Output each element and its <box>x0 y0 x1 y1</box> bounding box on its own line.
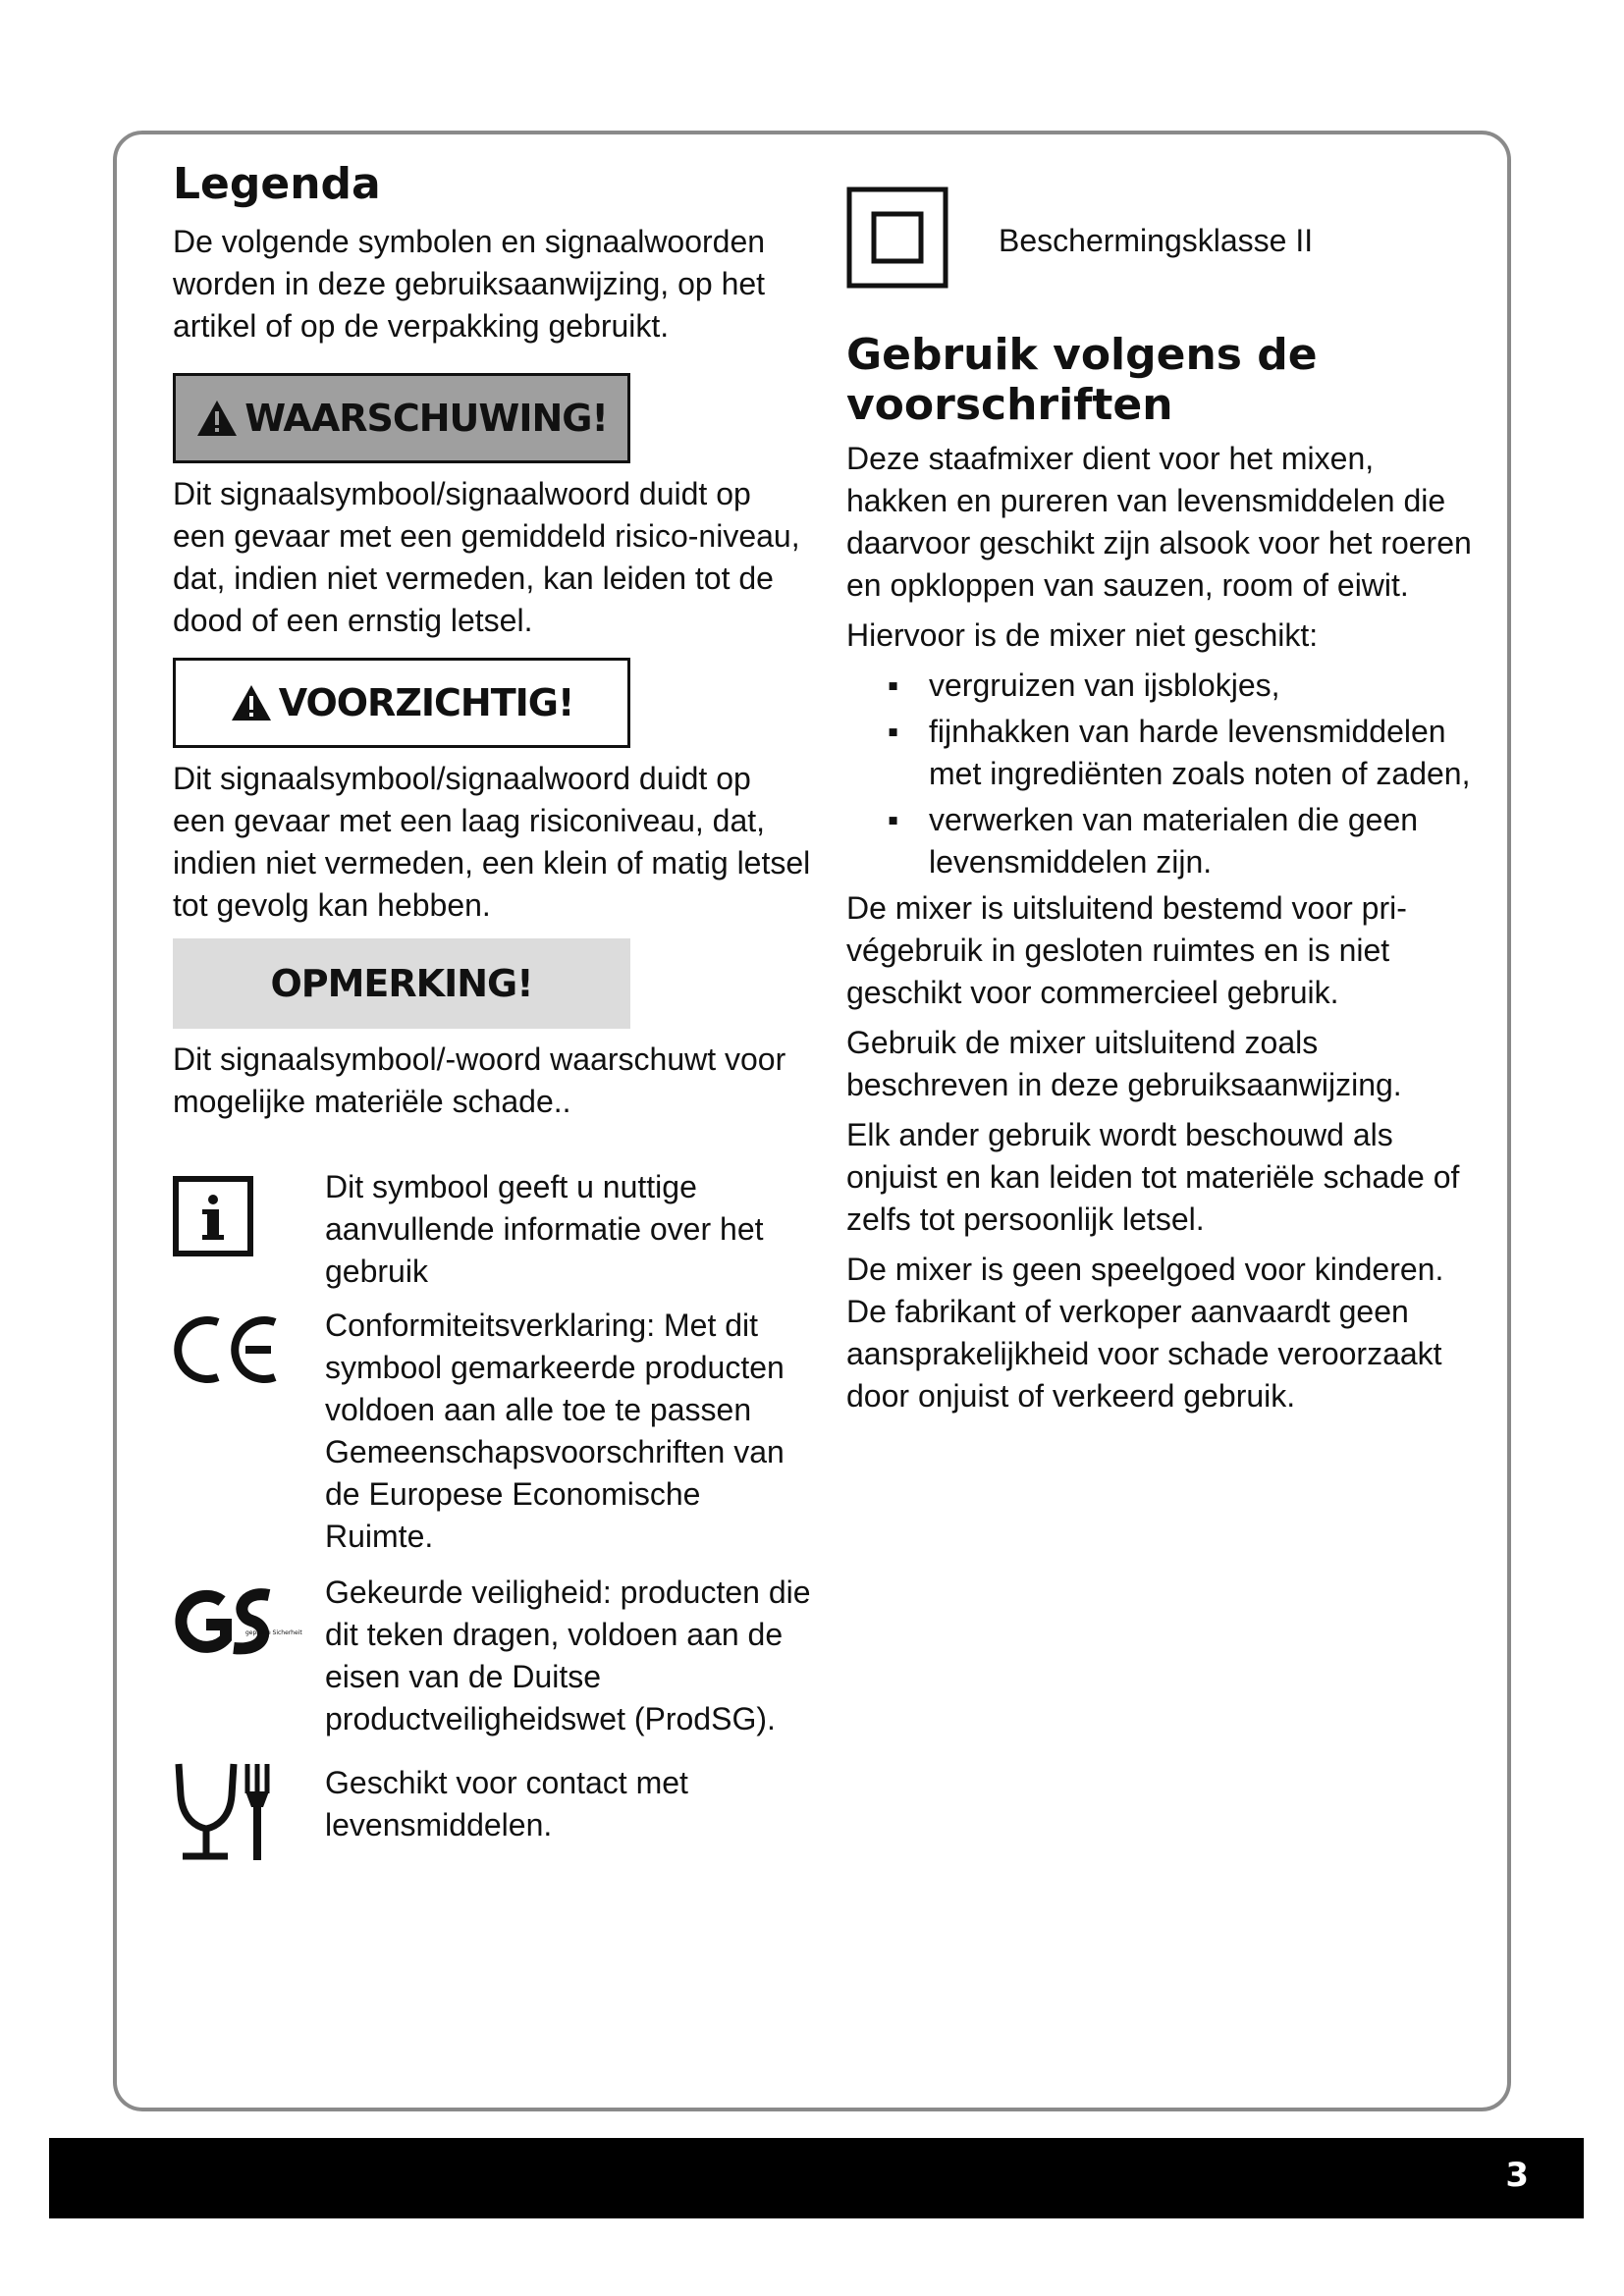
legend-intro: De volgende symbolen en signaalwoorden worden in deze gebruiksaanwijzing, op het artikel of op de verpakking gebruikt. <box>173 223 766 344</box>
bullet-icon: ▪ <box>888 802 899 838</box>
warning-label: WAARSCHUWING! <box>244 396 608 440</box>
usage-title: Gebruik volgens de voorschriften <box>846 330 1318 430</box>
food-contact-icon <box>173 1758 281 1866</box>
protection-class-2-icon <box>846 187 948 289</box>
list-item: ▪ vergruizen van ijsblokjes, <box>895 665 1475 707</box>
gs-mark-icon <box>173 1579 302 1668</box>
list-item: ▪ verwerken van materialen die geen levensmiddelen zijn. <box>895 799 1475 883</box>
bullet-icon: ▪ <box>888 667 899 704</box>
warning-triangle-icon <box>195 399 239 438</box>
usage-paragraph-3: De mixer is uitsluitend bestemd voor privégebruik in gesloten ruimtes en is niet geschikt voor commercieel gebruik. <box>846 890 1407 1011</box>
symbol-row-class2 <box>846 187 1475 294</box>
symbol-row-gs <box>173 1572 811 1740</box>
usage-paragraph-1: Deze staafmixer dient voor het mixen, hakken en pureren van levensmiddelen die daarvoor geschikt zijn alsook voor het roeren en opkloppen van sauzen, room of eiwit. <box>846 441 1472 604</box>
page-number: 3 <box>1505 2156 1529 2195</box>
note-label: OPMERKING! <box>270 961 533 1005</box>
list-item: ▪ fijnhakken van harde levensmiddelen met ingrediënten zoals noten of zaden, <box>895 711 1475 795</box>
usage-column <box>846 187 1475 1417</box>
symbol-row-food <box>173 1762 811 1871</box>
info-symbol-text: Dit symbool geeft u nuttige aanvullende informatie over het gebruik <box>325 1168 764 1289</box>
ce-symbol-text: Conformiteitsverklaring: Met dit symbool gemarkeerde producten voldoen aan alle toe te passen Gemeenschapsvoorschriften van de Europese Economische Ruimte. <box>325 1307 785 1554</box>
caution-label: VOORZICHTIG! <box>278 680 574 724</box>
caution-text: Dit signaalsymbool/signaalwoord duidt op een gevaar met een laag risiconiveau, dat, indien niet vermeden, een klein of matig letsel tot gevolg kan hebben. <box>173 760 811 923</box>
note-signal-box <box>173 938 630 1029</box>
usage-paragraph-4: Gebruik de mixer uitsluitend zoals beschreven in deze gebruiksaanwijzing. <box>846 1025 1402 1103</box>
note-text: Dit signaalsymbool/-woord waarschuwt voor mogelijke materiële schade.. <box>173 1041 786 1119</box>
not-suitable-list <box>846 665 1475 883</box>
caution-triangle-icon <box>230 683 273 722</box>
usage-paragraph-2: Hiervoor is de mixer niet geschikt: <box>846 617 1319 654</box>
gs-symbol-text: Gekeurde veiligheid: producten die dit teken dragen, voldoen aan de eisen van de Duitse productveiligheidswet (ProdSG). <box>325 1574 811 1736</box>
warning-signal-box <box>173 373 630 463</box>
gs-logo-text: geprüfte Sicherheit <box>245 1629 302 1636</box>
bullet-icon: ▪ <box>888 714 899 750</box>
symbol-row-info <box>173 1166 811 1293</box>
food-symbol-text: Geschikt voor contact met levensmiddelen. <box>325 1764 688 1842</box>
symbol-row-ce <box>173 1305 811 1558</box>
class2-text: Beschermingsklasse II <box>999 223 1314 258</box>
info-icon <box>173 1176 253 1256</box>
usage-paragraph-5: Elk ander gebruik wordt beschouwd als onjuist en kan leiden tot materiële schade of zelfs tot persoonlijk letsel. <box>846 1117 1460 1238</box>
footer-bar <box>49 2138 1584 2218</box>
warning-text: Dit signaalsymbool/signaalwoord duidt op een gevaar met een gemiddeld risico-niveau, dat, indien niet vermeden, kan leiden tot de dood of een ernstig letsel. <box>173 475 800 638</box>
legend-title: Legenda <box>173 159 381 209</box>
usage-paragraph-6: De mixer is geen speelgoed voor kinderen. De fabrikant of verkoper aanvaardt geen aansprakelijkheid voor schade veroorzaakt door onjuist of verkeerd gebruik. <box>846 1252 1444 1415</box>
ce-mark-icon <box>173 1310 281 1389</box>
caution-signal-box <box>173 658 630 748</box>
legend-column <box>173 159 811 1871</box>
